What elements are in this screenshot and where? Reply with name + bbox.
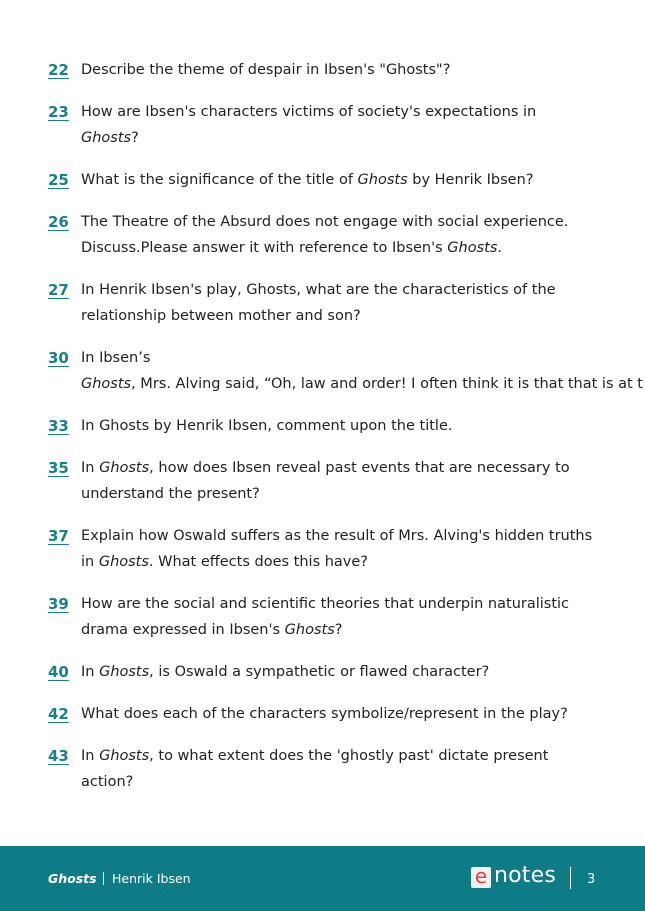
question-text — [81, 277, 645, 329]
question-text-line — [81, 769, 645, 795]
question-text-line — [81, 549, 645, 575]
question-number-link[interactable]: 26 — [48, 213, 69, 231]
text-segment: How are Ibsen's characters victims of society's expectations in — [81, 104, 537, 120]
question-text-line — [81, 743, 645, 769]
text-segment: ? — [334, 622, 343, 638]
question-number-link[interactable]: 27 — [48, 281, 69, 299]
italic-title-segment: Ghosts — [99, 748, 150, 764]
text-segment: In — [81, 460, 100, 476]
question-item — [0, 413, 645, 439]
text-segment: , is Oswald a sympathetic or flawed character? — [149, 664, 490, 680]
question-text-line — [81, 345, 645, 371]
italic-title-segment: Ghosts — [81, 130, 132, 146]
question-text — [81, 455, 645, 507]
text-segment: relationship between mother and son? — [81, 308, 361, 324]
enotes-logo-icon[interactable] — [471, 864, 491, 888]
text-segment: What does each of the characters symbolize/represent in the play? — [81, 706, 568, 722]
enotes-logo-wordmark[interactable]: notes — [494, 863, 557, 888]
italic-title-segment: Ghosts — [447, 240, 498, 256]
question-list — [0, 57, 645, 811]
text-segment: , how does Ibsen reveal past events that are necessary to — [149, 460, 570, 476]
question-text — [81, 591, 645, 643]
question-text-line — [81, 209, 645, 235]
question-text — [81, 523, 645, 575]
question-text-line — [81, 277, 645, 303]
text-segment: Explain how Oswald suffers as the result of Mrs. Alving's hidden truths — [81, 528, 593, 544]
question-text — [81, 345, 645, 397]
text-segment: The Theatre of the Absurd does not engage with social experience. — [81, 214, 569, 230]
question-item — [0, 743, 645, 795]
question-text-line — [81, 591, 645, 617]
question-item — [0, 591, 645, 643]
question-number-link[interactable]: 43 — [48, 747, 69, 765]
text-segment: , Mrs. Alving said, “Oh, law and order! I often think it is that that is at t — [131, 376, 643, 392]
question-text-line — [81, 413, 645, 439]
question-number-link[interactable]: 39 — [48, 595, 69, 613]
text-segment: Describe the theme of despair in Ibsen's "Ghosts"? — [81, 62, 451, 78]
page-number: 3 — [587, 872, 596, 887]
question-item — [0, 277, 645, 329]
text-segment: drama expressed in Ibsen's — [81, 622, 285, 638]
question-number-link[interactable]: 23 — [48, 103, 69, 121]
question-text-line — [81, 617, 645, 643]
question-text-line — [81, 701, 645, 727]
italic-title-segment: Ghosts — [81, 376, 132, 392]
question-item — [0, 99, 645, 151]
question-text — [81, 57, 645, 83]
text-segment: understand the present? — [81, 486, 260, 502]
question-text — [81, 99, 645, 151]
question-text-line — [81, 235, 645, 261]
italic-title-segment: Ghosts — [99, 460, 150, 476]
question-number-link[interactable]: 25 — [48, 171, 69, 189]
question-number-link[interactable]: 30 — [48, 349, 69, 367]
question-text-line — [81, 371, 645, 397]
question-text-line — [81, 99, 645, 125]
text-segment: In Henrik Ibsen's play, Ghosts, what are the characteristics of the — [81, 282, 556, 298]
page-footer — [0, 846, 645, 911]
question-text — [81, 743, 645, 795]
question-item — [0, 57, 645, 83]
question-text-line — [81, 659, 645, 685]
question-number-link[interactable]: 40 — [48, 663, 69, 681]
text-segment: In — [81, 664, 100, 680]
question-text-line — [81, 125, 645, 151]
question-item — [0, 523, 645, 575]
question-number-link[interactable]: 35 — [48, 459, 69, 477]
footer-page-divider — [570, 867, 571, 889]
text-segment: Discuss.Please answer it with reference to Ibsen's — [81, 240, 448, 256]
question-text-line — [81, 57, 645, 83]
question-item — [0, 701, 645, 727]
question-number-link[interactable]: 33 — [48, 417, 69, 435]
text-segment: What is the significance of the title of — [81, 172, 358, 188]
text-segment: , to what extent does the 'ghostly past' dictate present — [149, 748, 549, 764]
question-item — [0, 167, 645, 193]
question-text-line — [81, 523, 645, 549]
question-text-line — [81, 481, 645, 507]
text-segment: ? — [131, 130, 139, 146]
text-segment: In — [81, 748, 100, 764]
logo-e-letter: e — [474, 864, 488, 888]
italic-title-segment: Ghosts — [284, 622, 335, 638]
question-text — [81, 659, 645, 685]
question-text — [81, 701, 645, 727]
footer-author: Henrik Ibsen — [112, 871, 191, 886]
question-text — [81, 209, 645, 261]
question-text-line — [81, 303, 645, 329]
text-segment: How are the social and scientific theories that underpin naturalistic — [81, 596, 570, 612]
question-number-link[interactable]: 42 — [48, 705, 69, 723]
text-segment: action? — [81, 774, 134, 790]
question-text-line — [81, 455, 645, 481]
question-text — [81, 167, 645, 193]
footer-divider — [103, 872, 104, 885]
text-segment: . — [497, 240, 502, 256]
question-item — [0, 659, 645, 685]
text-segment: in — [81, 554, 99, 570]
question-item — [0, 209, 645, 261]
text-segment: . What effects does this have? — [148, 554, 369, 570]
question-number-link[interactable]: 22 — [48, 61, 69, 79]
question-item — [0, 455, 645, 507]
question-item — [0, 345, 645, 397]
italic-title-segment: Ghosts — [98, 554, 149, 570]
italic-title-segment: Ghosts — [357, 172, 408, 188]
text-segment: In Ibsen’s — [81, 350, 151, 366]
text-segment: In Ghosts by Henrik Ibsen, comment upon the title. — [81, 418, 453, 434]
question-number-link[interactable]: 37 — [48, 527, 69, 545]
italic-title-segment: Ghosts — [99, 664, 150, 680]
text-segment: by Henrik Ibsen? — [407, 172, 534, 188]
question-text-line — [81, 167, 645, 193]
question-text — [81, 413, 645, 439]
footer-book-title: Ghosts — [48, 871, 97, 886]
